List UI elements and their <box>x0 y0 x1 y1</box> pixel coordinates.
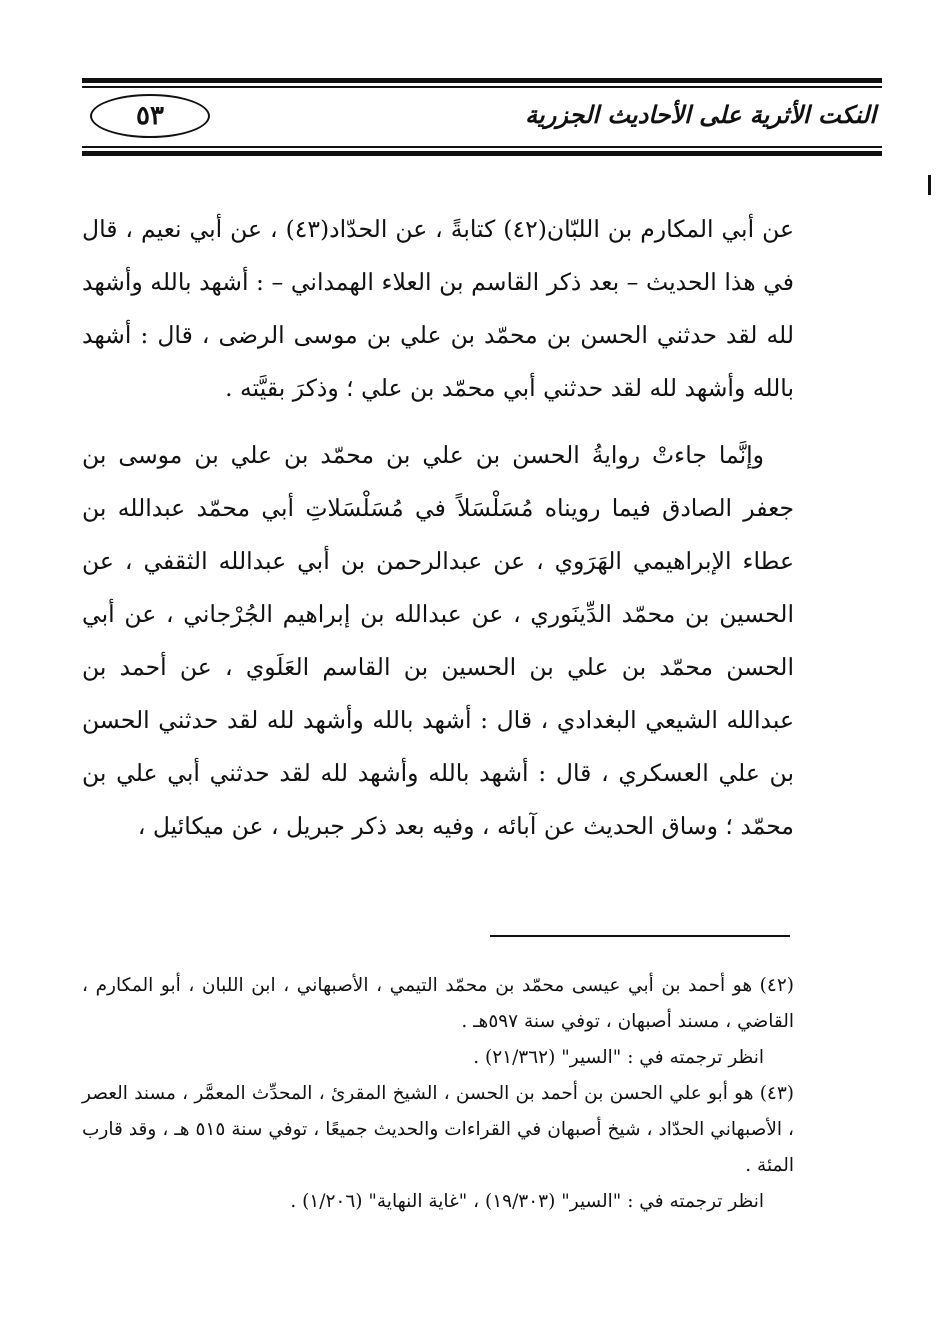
main-text <box>82 203 794 867</box>
footnote-42: (٤٢) هو أحمد بن أبي عيسى محمّد بن محمّد التيمي ، الأصبهاني ، ابن اللبان ، أبو المكارم ، القاضي ، مسند أصبهان ، توفي سنة ٥٩٧هـ . <box>82 975 794 1032</box>
page-header <box>82 78 882 168</box>
header-top-thin-rule <box>82 86 882 88</box>
header-bottom-thin-rule <box>82 146 882 148</box>
body-paragraph: وإنَّما جاءتْ روايةُ الحسن بن علي بن محمّد بن علي بن موسى بن جعفر الصادق فيما رويناه مُسَلْسَلاً في مُسَلْسَلاتِ أبي محمّد عبدالله بن عطاء الإبراهيمي الهَرَوي ، عن عبدالرحمن بن أبي عبدالله الثقفي ، عن الحسين بن محمّد الدِّينَوري ، عن عبدالله بن إبراهيم الجُرْجاني ، عن أبي الحسن محمّد بن علي بن الحسين بن القاسم العَلَوي ، عن أحمد بن عبدالله الشيعي البغدادي ، قال : أشهد بالله وأشهد لله لقد حدثني الحسن بن علي العسكري ، قال : أشهد بالله وأشهد لله لقد حدثني أبي علي بن محمّد ؛ وساق الحديث عن آبائه ، وفيه بعد ذكر جبريل ، عن ميكائيل ، <box>82 441 794 840</box>
footnote-42-reference: انظر ترجمته في : "السير" (٢١/٣٦٢) . <box>473 1047 764 1068</box>
margin-mark <box>928 175 931 195</box>
header-top-rule <box>82 78 882 83</box>
body-paragraph: عن أبي المكارم بن اللبّان(٤٢) كتابةً ، عن الحدّاد(٤٣) ، عن أبي نعيم ، قال في هذا الحديث – بعد ذكر القاسم بن العلاء الهمداني – : أشهد بالله وأشهد لله لقد حدثني الحسن بن محمّد بن علي بن موسى الرضى ، قال : أشهد بالله وأشهد لله لقد حدثني أبي محمّد بن علي ؛ وذكرَ بقيَّته . <box>82 215 794 402</box>
running-title: النكت الأثرية على الأحاديث الجزرية <box>525 100 876 129</box>
footnote-separator <box>490 935 790 937</box>
footnotes <box>82 968 794 1220</box>
footnote-43-reference: انظر ترجمته في : "السير" (١٩/٣٠٣) ، "غاية النهاية" (١/٢٠٦) . <box>290 1191 764 1212</box>
header-bottom-rule <box>82 151 882 156</box>
page-number: ٥٣ <box>90 94 210 138</box>
footnote-43: (٤٣) هو أبو علي الحسن بن أحمد بن الحسن ، الشيخ المقرئ ، المحدِّث المعمَّر ، مسند العصر ، الأصبهاني الحدّاد ، شيخ أصبهان في القراءات والحديث جميعًا ، توفي سنة ٥١٥ هـ ، وقد قارب المئة . <box>82 1083 794 1176</box>
